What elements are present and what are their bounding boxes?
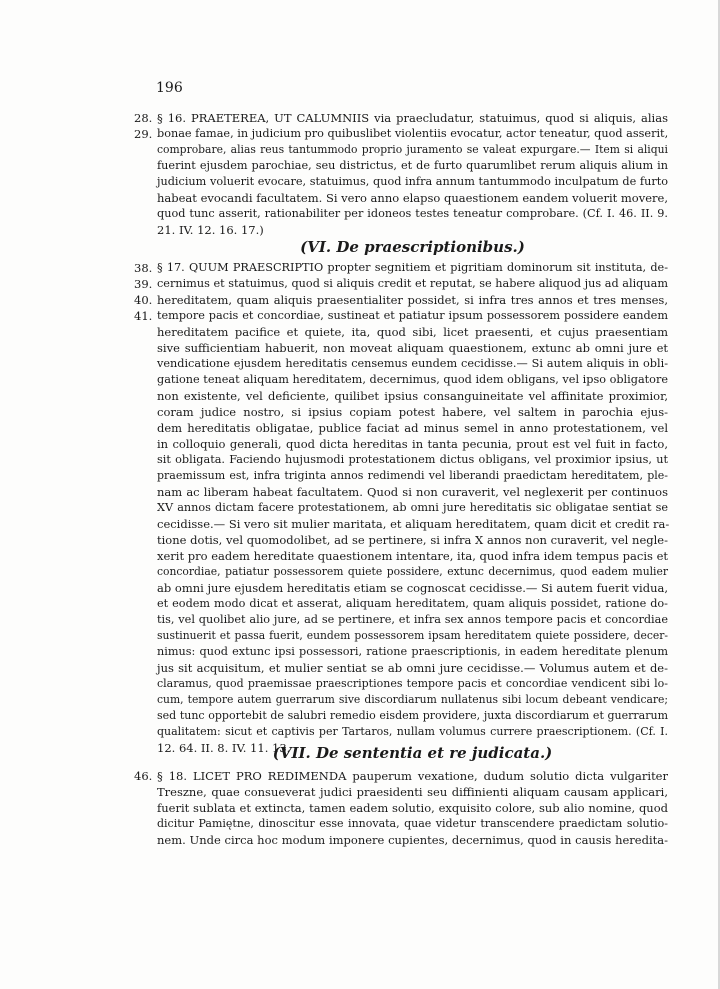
text-line: tempore pacis et concordiae, sustineat et patiatur ipsum possessorem possidere eandem [157, 309, 668, 322]
text-line: nam ac liberam habeat facultatem. Quod si non curaverit, vel neglexerit per continuos [157, 485, 668, 499]
text-line: 21. IV. 12. 16. 17.) [157, 223, 264, 237]
text-line: cernimus et statuimus, quod si aliquis credit et reputat, se habere aliquod jus ad aliquam [157, 277, 668, 290]
text-line: sed tunc opportebit de salubri remedio eisdem providere, juxta discordiarum et guerrarum [157, 709, 668, 722]
text-line: sustinuerit et passa fuerit, eundem possessorem ipsam hereditatem quiete possidere, decer- [157, 629, 668, 642]
text-line: nem. Unde circa hoc modum imponere cupientes, decernimus, quod in causis heredita- [157, 833, 668, 847]
section-heading: (VI. De praescriptionibus.) [300, 238, 525, 256]
text-line: xerit pro eadem hereditate quaestionem intentare, ita, quod infra idem tempus pacis et [157, 549, 668, 563]
text-line: hereditatem, quam aliquis praesentialiter possidet, si infra tres annos et tres menses, [157, 293, 668, 307]
text-line: nimus: quod extunc ipsi possessori, ratione praescriptionis, in eadem hereditate plenum [157, 645, 668, 658]
text-line: concordiae, patiatur possessorem quiete possidere, extunc decernimus, quod eadem mulier [157, 565, 668, 578]
text-line: gatione teneat aliquam hereditatem, decernimus, quod idem obligans, vel ipso obligatore [157, 373, 668, 386]
text-line: praemissum est, infra triginta annos redimendi vel liberandi praedictam hereditatem, ple- [157, 469, 668, 482]
text-line: fuerint ejusdem parochiae, seu districtus, et de furto quarumlibet rerum aliquis alium in [157, 159, 668, 172]
text-line: ab omni jure ejusdem hereditatis etiam se cognoscat cecidisse.— Si autem fuerit vidua, [157, 581, 668, 595]
text-line: dicitur Pamiętne, dinoscitur esse innovata, quae videtur transcendere praedictam solutio- [157, 817, 668, 830]
text-line: jus sit acquisitum, et mulier sentiat se ab omni jure cecidisse.— Volumus autem et de- [157, 661, 668, 675]
margin-number: 40. [134, 293, 153, 307]
page-number: 196 [156, 80, 183, 96]
text-line: habeat evocandi facultatem. Si vero anno elapso quaestionem eandem voluerit movere, [157, 191, 668, 205]
text-line: fuerit sublata et extincta, tamen eadem solutio, exquisito colore, sub alio nomine, quod [157, 801, 668, 815]
margin-number: 29. [134, 127, 153, 141]
text-line: § 17. QUUM PRAESCRIPTIO propter segnitiem et pigritiam dominorum sit instituta, de- [157, 261, 668, 274]
text-line: XV annos dictam facere protestationem, ab omni jure hereditatis sic obligatae sentiat se [157, 501, 668, 514]
section-heading: (VII. De sententia et re judicata.) [272, 744, 553, 762]
text-line: dem hereditatis obligatae, publice faciat ad minus semel in anno protestationem, vel [157, 421, 668, 435]
text-line: qualitatem: sicut et captivis per Tartaros, nullam volumus currere praescriptionem. (Cf. I. [157, 725, 668, 738]
text-line: sive sufficientiam habuerit, non moveat aliquam quaestionem, extunc ab omni jure et [157, 341, 668, 355]
text-line: non existente, vel deficiente, quilibet ipsius consanguineitate vel affinitate proximior, [157, 389, 668, 403]
margin-number: 39. [134, 277, 153, 291]
text-line: tis, vel quolibet alio jure, ad se pertinere, et infra sex annos tempore pacis et concordiae [157, 613, 668, 626]
text-line: tione dotis, vel quomodolibet, ad se pertinere, si infra X annos non curaverit, vel negle- [157, 533, 668, 547]
text-line: coram judice nostro, si ipsius copiam potest habere, vel saltem in parochia ejus- [157, 405, 668, 419]
text-line: et eodem modo dicat et asserat, aliquam hereditatem, quam aliquis possidet, ratione do- [157, 597, 668, 610]
text-line: quod tunc asserit, rationabiliter per idoneos testes teneatur comprobare. (Cf. I. 46. II. 9. [157, 207, 668, 220]
text-line: bonae famae, in judicium pro quibuslibet violentiis evocatur, actor teneatur, quod asserit, [157, 127, 669, 140]
margin-number: 41. [134, 309, 153, 323]
text-line: Treszne, quae consueverat judici praesidenti seu diffinienti aliquam causam applicari, [157, 785, 668, 799]
margin-number: 46. [134, 769, 153, 783]
text-line: § 18. LICET PRO REDIMENDA pauperum vexatione, dudum solutio dicta vulgariter [157, 769, 668, 783]
margin-number: 28. [134, 111, 153, 125]
text-line: in colloquio generali, quod dicta hereditas in tanta pecunia, prout est vel fuit in facto, [157, 437, 668, 451]
text-line: cecidisse.— Si vero sit mulier maritata, et aliquam hereditatem, quam dicit et credit ra- [157, 517, 670, 531]
margin-number: 38. [134, 261, 153, 275]
text-line: claramus, quod praemissae praescriptiones tempore pacis et concordiae vendicent sibi lo- [157, 677, 668, 690]
text-line: vendicatione ejusdem hereditatis censemus eundem cecidisse.— Si autem aliquis in obli- [157, 357, 668, 370]
text-line: 12. 64. II. 8. IV. 11. 13. [157, 741, 291, 755]
text-line: § 16. PRAETEREA, UT CALUMNIIS via praecludatur, statuimus, quod si aliquis, alias [157, 111, 668, 125]
text-line: comprobare, alias reus tantummodo proprio juramento se valeat expurgare.— Item si aliqui [157, 143, 668, 156]
text-line: cum, tempore autem guerrarum sive discordiarum nullatenus sibi locum debeant vendicare; [157, 693, 668, 706]
text-line: hereditatem pacifice et quiete, ita, quod sibi, licet praesenti, et cujus praesentiam [157, 325, 668, 339]
text-line: sit obligata. Faciendo hujusmodi protestationem dictus obligans, vel proximior ipsius, ut [157, 453, 668, 466]
text-line: judicium voluerit evocare, statuimus, quod infra annum tantummodo inculpatum de furto [157, 175, 668, 188]
